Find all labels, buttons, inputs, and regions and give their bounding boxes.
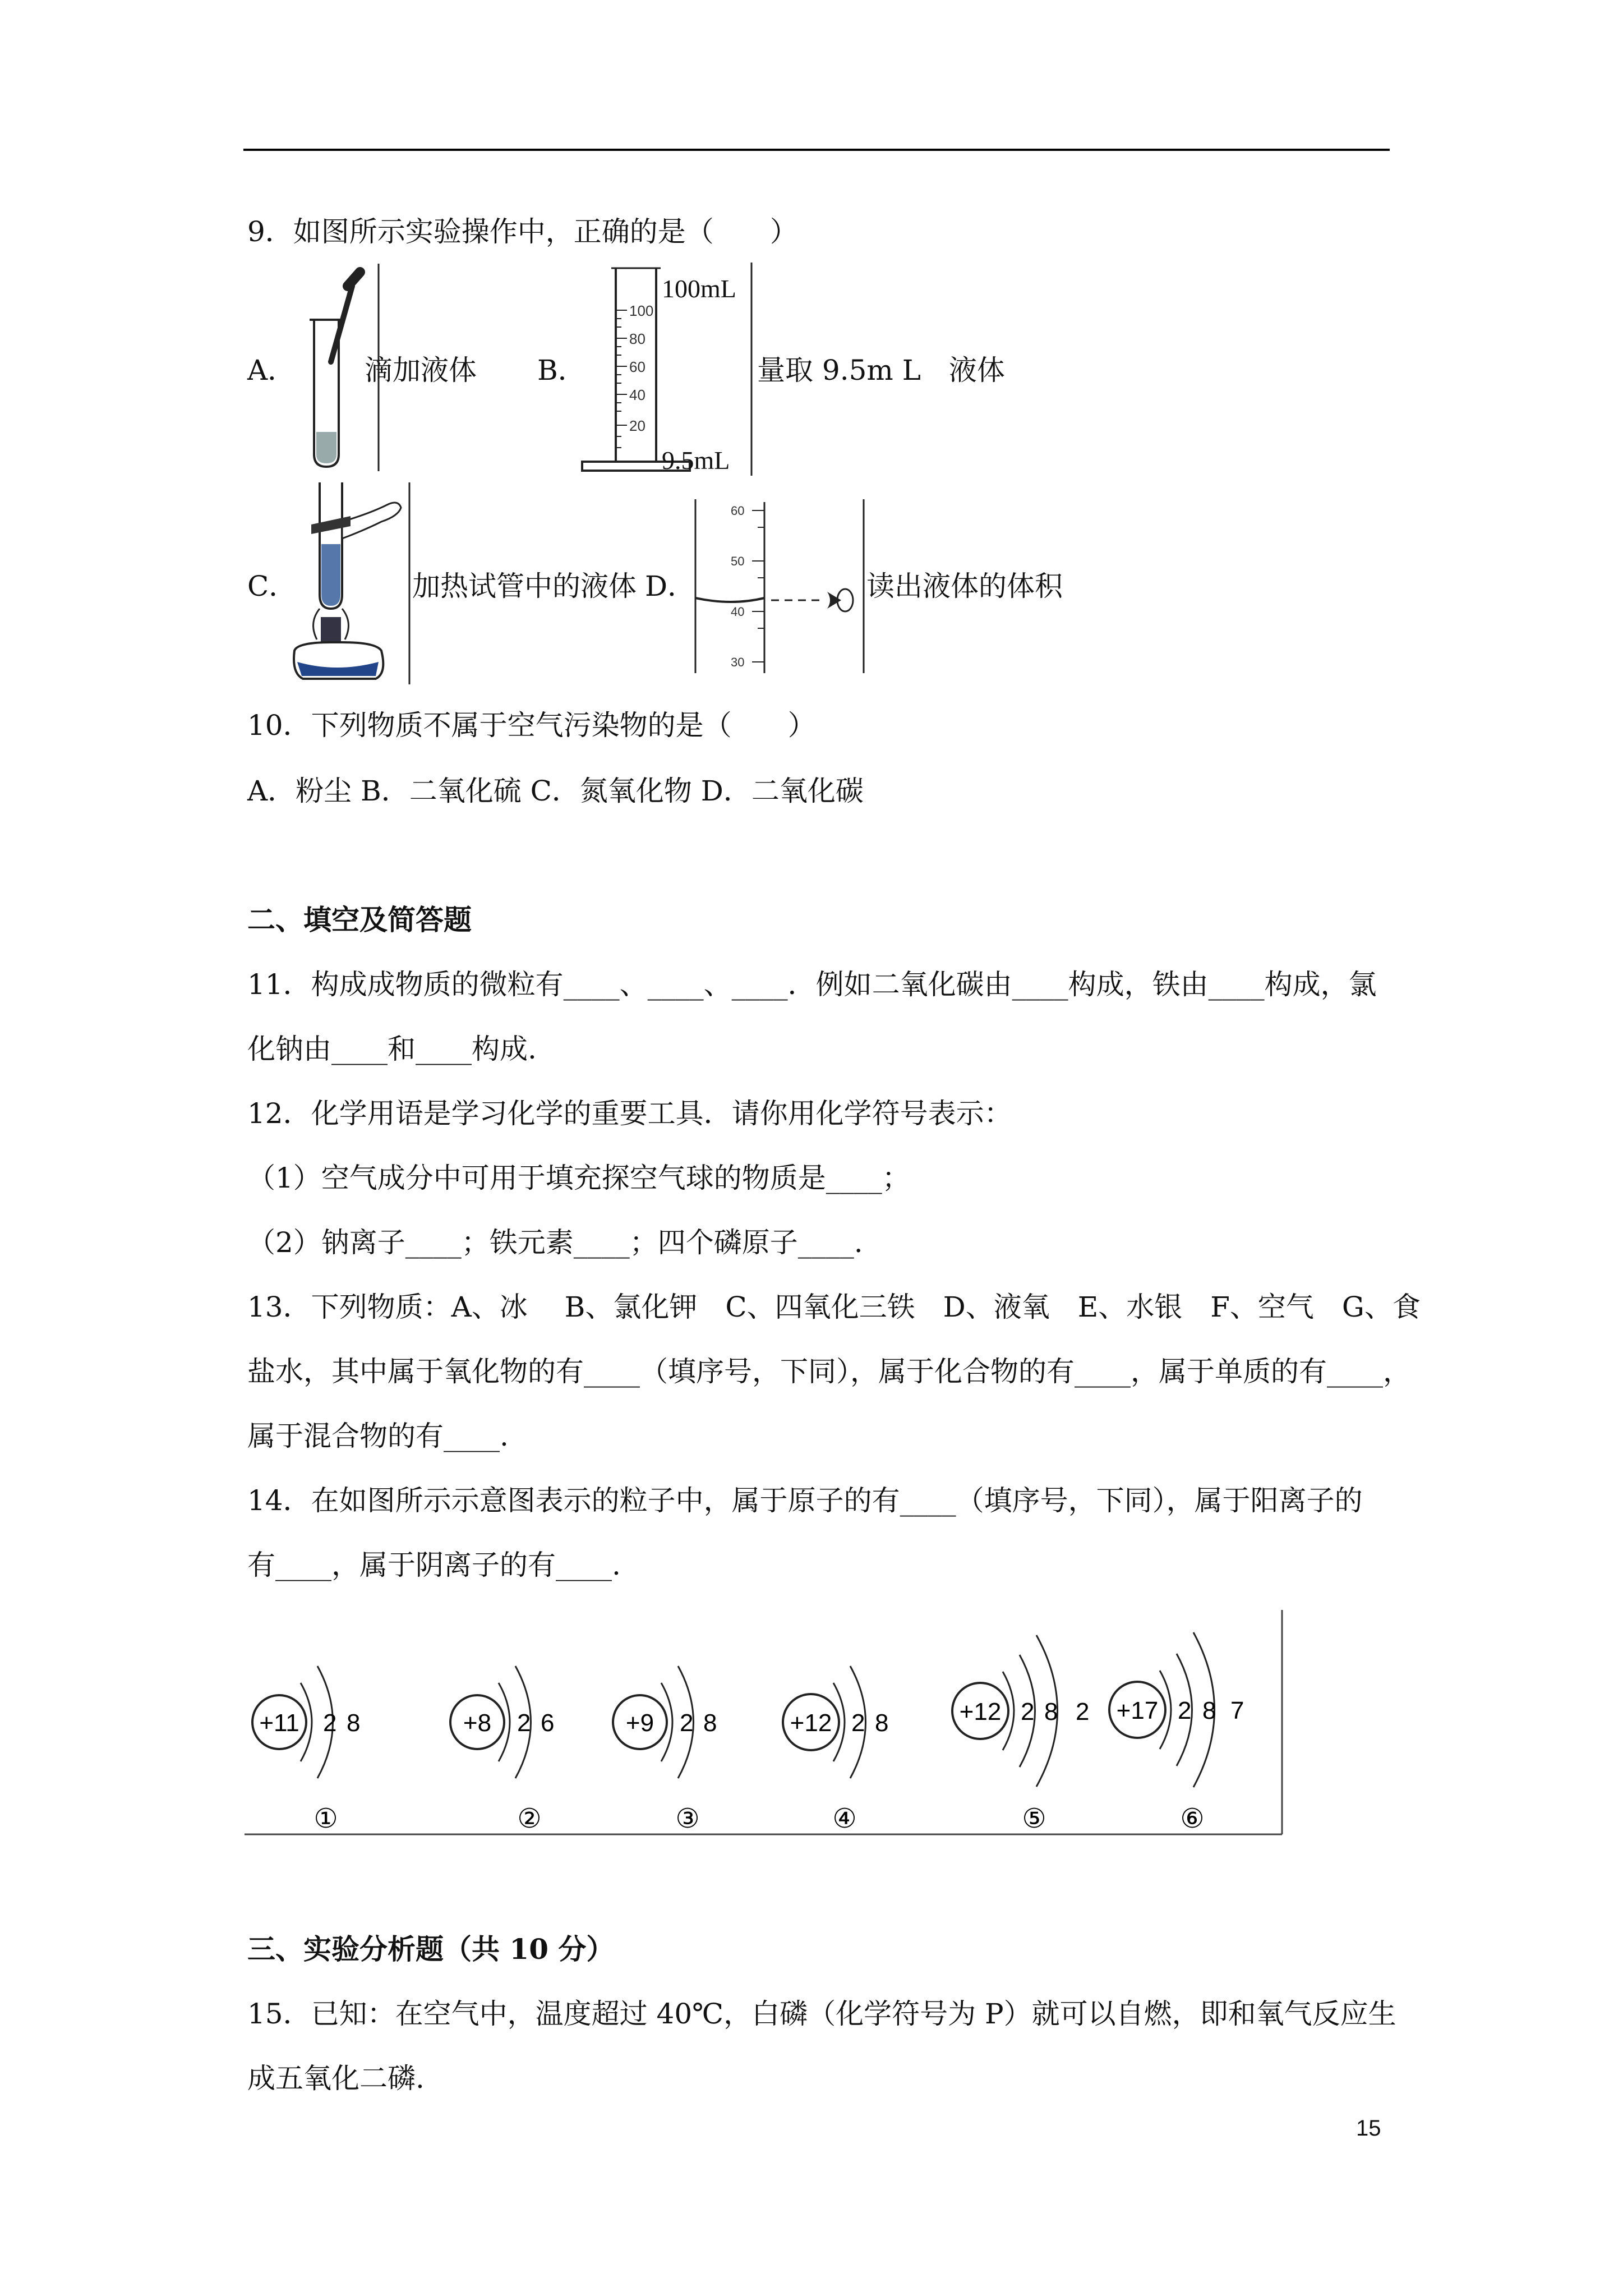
reading-tick-label: 50 bbox=[731, 554, 745, 568]
q10-stem: 10．下列物质不属于空气污染物的是（ ） bbox=[247, 709, 816, 742]
particle-2 bbox=[450, 1666, 554, 1834]
q14-line-2: 有____，属于阴离子的有____. bbox=[247, 1549, 621, 1581]
electron-count: 8 bbox=[703, 1709, 717, 1737]
q9-option-d-letter: D． bbox=[645, 570, 696, 602]
electron-count: 8 bbox=[347, 1709, 361, 1737]
particle-structure-diagrams bbox=[245, 1610, 1288, 1840]
particle-label: ① bbox=[313, 1803, 338, 1834]
electron-count: 2 bbox=[517, 1709, 531, 1737]
cylinder-tick-label: 60 bbox=[629, 358, 645, 375]
particle-nucleus: +11 bbox=[259, 1709, 299, 1737]
particle-label: ⑥ bbox=[1180, 1803, 1205, 1834]
particle-nucleus: +17 bbox=[1116, 1697, 1159, 1724]
q9-option-d-text: 读出液体的体积 bbox=[866, 570, 1063, 602]
section-2-heading: 二、填空及简答题 bbox=[247, 903, 472, 936]
electron-count: 8 bbox=[875, 1709, 889, 1737]
particle-5 bbox=[952, 1635, 1089, 1834]
cylinder-tick-label: 20 bbox=[629, 417, 645, 434]
page-number: 15 bbox=[1356, 2116, 1381, 2141]
q15-line-1: 15．已知：在空气中，温度超过 40℃，白磷（化学符号为 P）就可以自燃，即和氧气反应生 bbox=[247, 1998, 1396, 2030]
graduated-cylinder-figure bbox=[578, 263, 757, 476]
q9-option-a-letter: A． bbox=[247, 354, 296, 386]
electron-count: 2 bbox=[323, 1709, 337, 1737]
q13-line-1: 13．下列物质：A、冰 B、氯化钾 C、四氧化三铁 D、液氧 E、水银 F、空气 G、食 bbox=[247, 1291, 1421, 1323]
particle-3 bbox=[613, 1666, 717, 1834]
q12-line-3: （2）钠离子____；铁元素____；四个磷原子____. bbox=[247, 1226, 863, 1259]
q13-line-2: 盐水，其中属于氧化物的有____（填序号，下同），属于化合物的有____，属于单质的有____， bbox=[247, 1355, 1411, 1388]
header-rule bbox=[243, 149, 1390, 151]
electron-count: 8 bbox=[1044, 1698, 1058, 1726]
particle-label: ④ bbox=[832, 1803, 857, 1834]
reading-tick-label: 40 bbox=[731, 605, 745, 619]
q11-line-2: 化钠由____和____构成. bbox=[247, 1033, 537, 1065]
particle-4 bbox=[783, 1666, 888, 1834]
particle-nucleus: +8 bbox=[463, 1709, 492, 1737]
section-3-heading: 三、实验分析题（共 10 分） bbox=[247, 1932, 615, 1966]
cylinder-tick-label: 100 bbox=[629, 302, 654, 319]
particle-1 bbox=[252, 1666, 360, 1834]
q9-option-b-text: 量取 9.5m L 液体 bbox=[757, 354, 1005, 386]
electron-count: 2 bbox=[680, 1709, 694, 1737]
q12-line-1: 12．化学用语是学习化学的重要工具．请你用化学符号表示： bbox=[247, 1097, 1012, 1130]
electron-count: 7 bbox=[1230, 1697, 1244, 1724]
q9-option-c-letter: C． bbox=[247, 570, 297, 602]
electron-count: 2 bbox=[1021, 1698, 1035, 1726]
particle-6 bbox=[1109, 1632, 1244, 1834]
cylinder-capacity-label: 100mL bbox=[662, 274, 736, 303]
particle-label: ⑤ bbox=[1022, 1803, 1046, 1834]
q12-line-2: （1）空气成分中可用于填充探空气球的物质是____； bbox=[247, 1162, 910, 1194]
q10-options: A．粉尘 B．二氧化硫 C．氮氧化物 D．二氧化碳 bbox=[247, 775, 864, 807]
q9-stem: 9．如图所示实验操作中，正确的是（ ） bbox=[247, 215, 798, 248]
particle-label: ③ bbox=[675, 1803, 700, 1834]
q14-line-1: 14．在如图所示示意图表示的粒子中，属于原子的有____（填序号，下同），属于阳离子的 bbox=[247, 1484, 1363, 1517]
cylinder-tick-label: 80 bbox=[629, 330, 645, 347]
q11-line-1: 11．构成成物质的微粒有____、____、____．例如二氧化碳由____构成，铁由____构成，氯 bbox=[247, 968, 1377, 1001]
heating-test-tube-figure bbox=[286, 482, 412, 684]
q15-line-2: 成五氧化二磷. bbox=[247, 2062, 425, 2095]
reading-tick-label: 60 bbox=[731, 504, 745, 518]
q9-option-a-text: 滴加液体 bbox=[365, 354, 477, 386]
q13-line-3: 属于混合物的有____. bbox=[247, 1420, 509, 1452]
q9-option-c-text: 加热试管中的液体 bbox=[412, 570, 637, 602]
particle-nucleus: +9 bbox=[625, 1709, 654, 1737]
electron-count: 6 bbox=[541, 1709, 555, 1737]
electron-count: 2 bbox=[851, 1709, 865, 1737]
electron-count: 8 bbox=[1202, 1697, 1216, 1724]
particle-nucleus: +12 bbox=[959, 1698, 1002, 1726]
particle-nucleus: +12 bbox=[790, 1709, 832, 1737]
cylinder-tick-label: 40 bbox=[629, 386, 645, 403]
electron-count: 2 bbox=[1178, 1697, 1192, 1724]
particle-label: ② bbox=[517, 1803, 542, 1834]
cylinder-reading-label: 9.5mL bbox=[662, 446, 730, 475]
reading-cylinder-figure bbox=[693, 494, 866, 679]
electron-count: 2 bbox=[1076, 1698, 1090, 1726]
reading-tick-label: 30 bbox=[731, 655, 745, 669]
q9-option-b-letter: B． bbox=[537, 354, 586, 386]
